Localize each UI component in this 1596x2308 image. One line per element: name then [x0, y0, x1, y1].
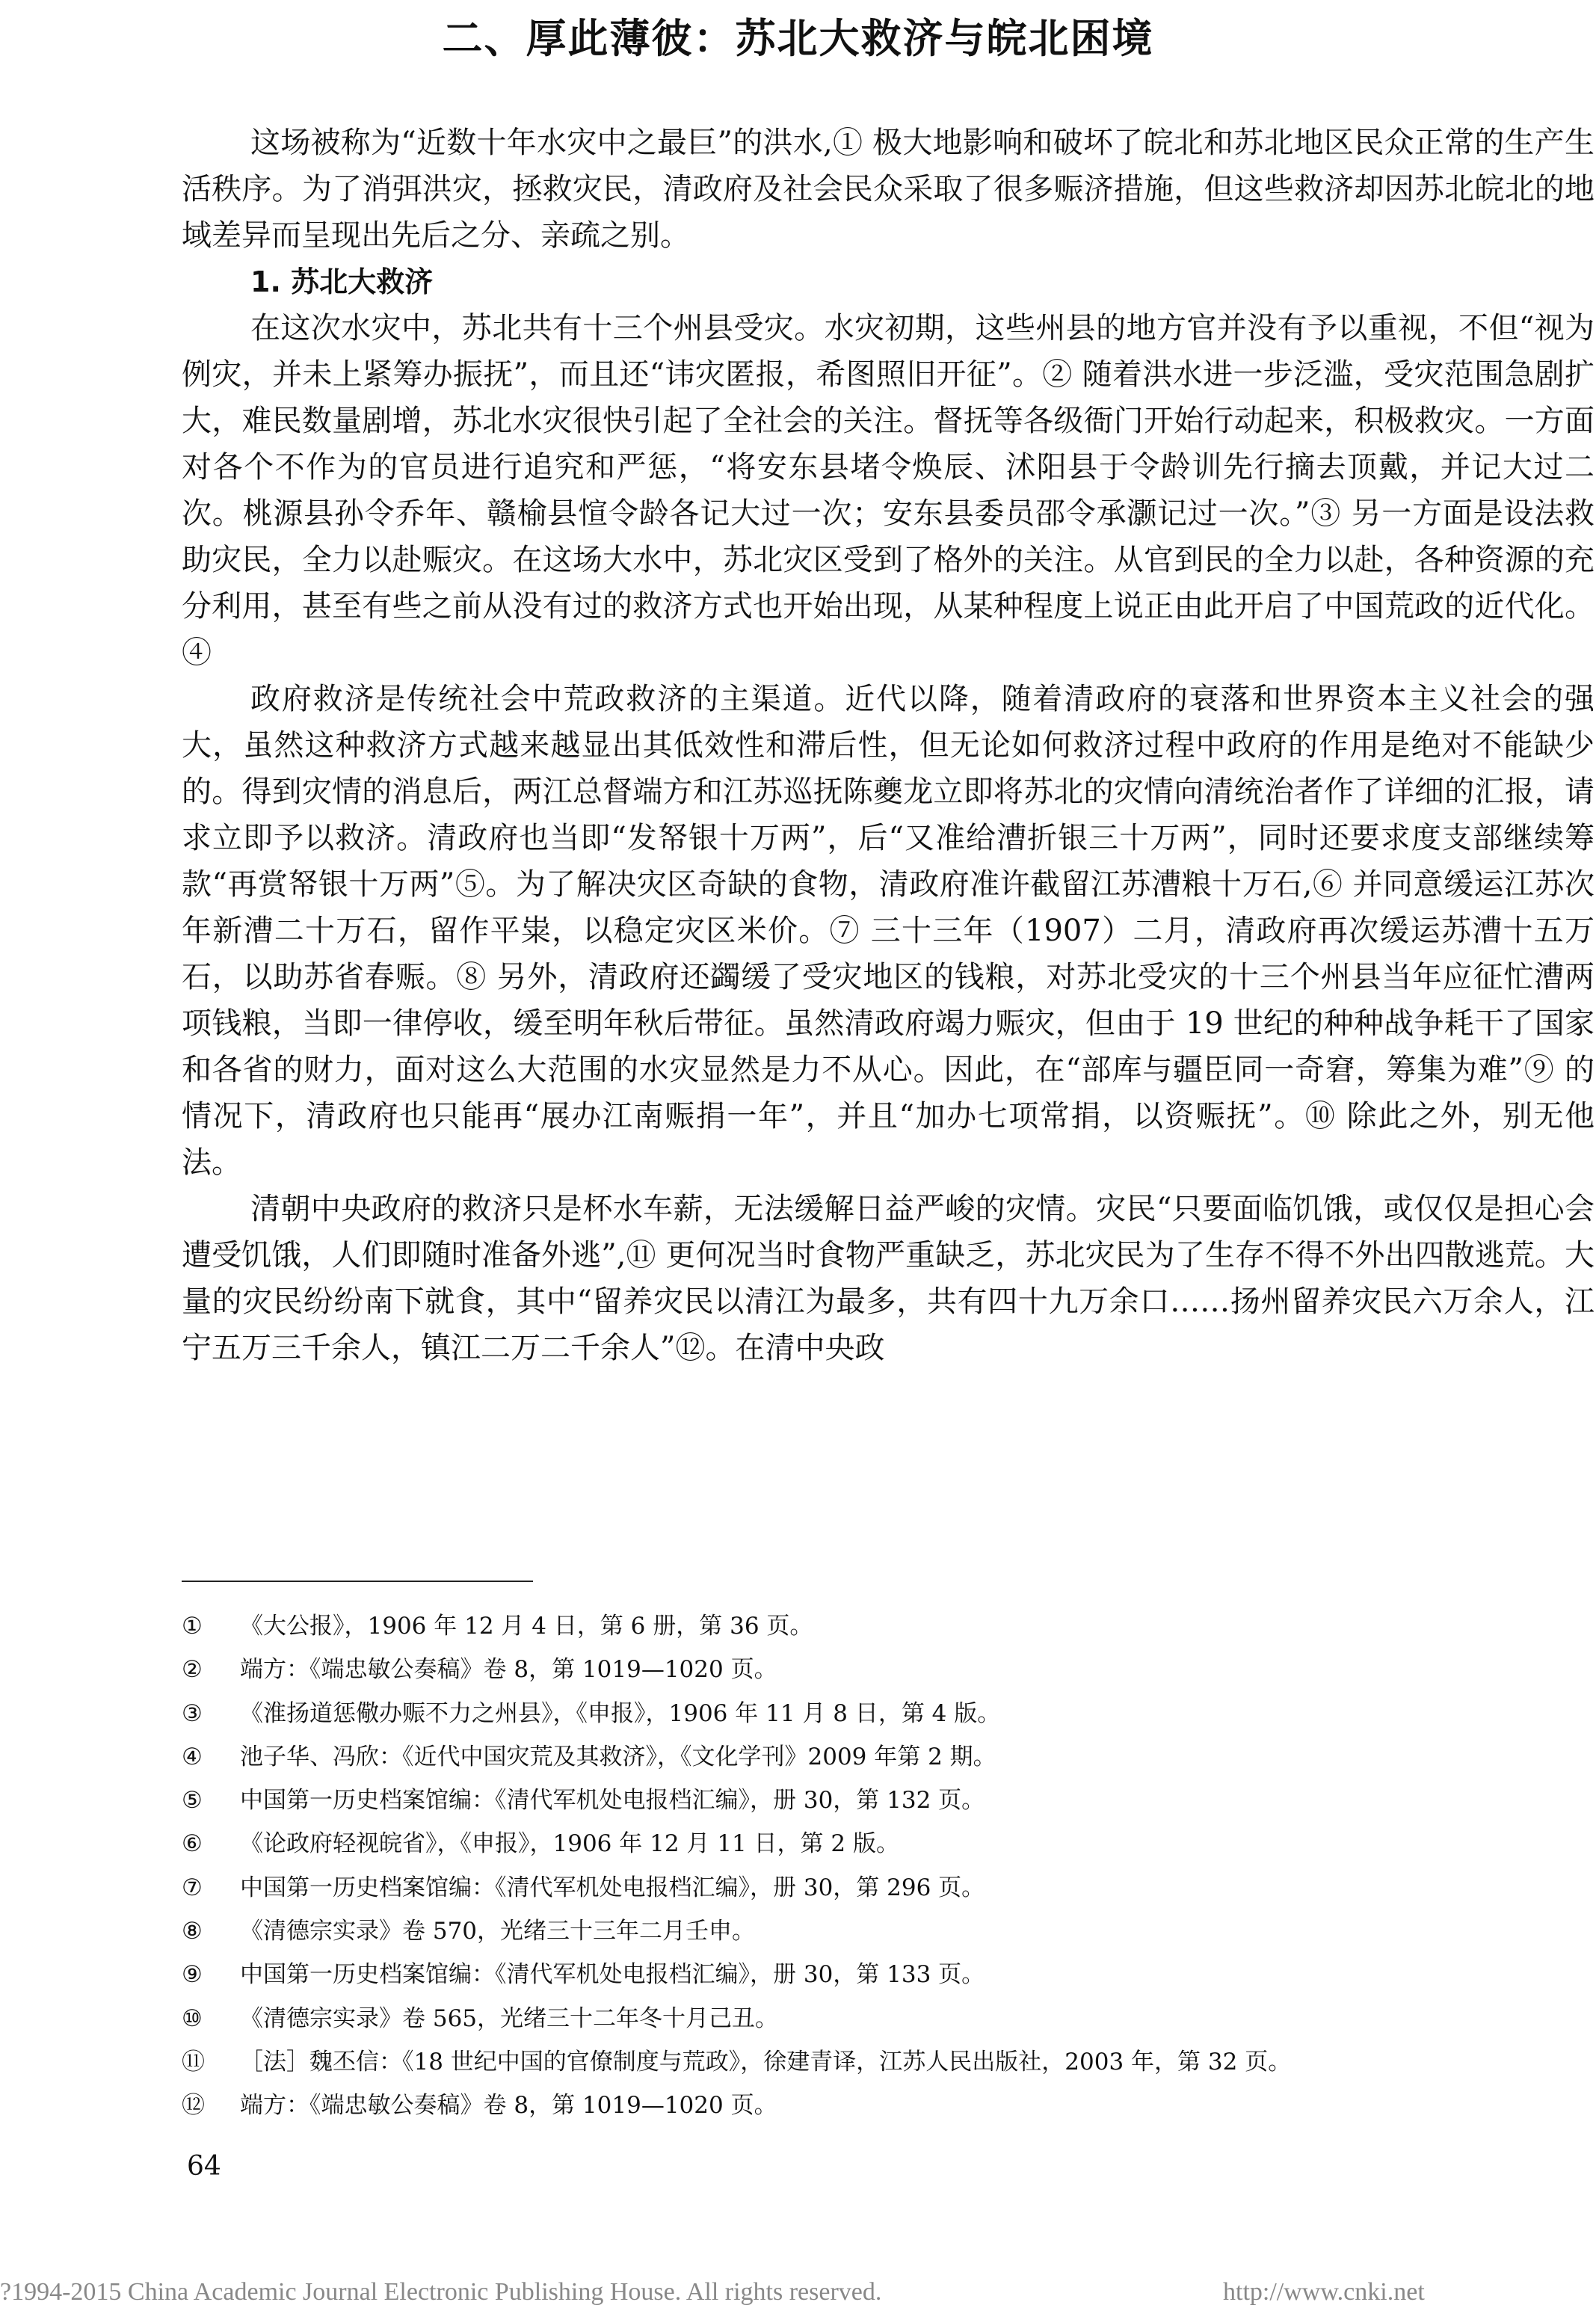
footnote	[182, 1953, 1565, 1996]
footnotes	[182, 1604, 1565, 2128]
footnote	[182, 1910, 1565, 1953]
footnote-mark: ③	[182, 1699, 203, 1727]
footnote	[182, 2040, 1565, 2084]
footnote	[182, 1866, 1565, 1910]
subsection-heading: 1. 苏北大救济	[250, 265, 434, 298]
footnote-mark: ⑩	[182, 2004, 203, 2032]
paragraph-flood: 在这次水灾中，苏北共有十三个州县受灾。水灾初期，这些州县的地方官并没有予以重视，不但“视为例灾，并未上紧筹办振抚”，而且还“讳灾匿报，希图照旧开征”。② 随着洪水进一步泛滥，受灾范围急剧扩大，难民数量剧增，苏北水灾很快引起了全社会的关注。督抚等各级衙门开始行动起来，积极救灾。一方面对各个不作为的官员进行追究和严惩，“将安东县堵令焕辰、沭阳县于令龄训先行摘去顶戴，并记大过二次。桃源县孙令乔年、赣榆县愃令龄各记大过一次；安东县委员邵令承灏记过一次。”③ 另一方面是设法救助灾民，全力以赴赈灾。在这场大水中，苏北灾区受到了格外的关注。从官到民的全力以赴，各种资源的充分利用，甚至有些之前从没有过的救济方式也开始出现，从某种程度上说正由此开启了中国荒政的近代化。④	[182, 311, 1595, 670]
footnote-text: 《论政府轻视皖省》，《申报》，1906 年 12 月 11 日，第 2 版。	[240, 1830, 899, 1858]
footnote-mark: ①	[182, 1613, 203, 1640]
footnote-text: 《清德宗实录》卷 565，光绪三十二年冬十月己丑。	[240, 2004, 779, 2032]
footnote-text: 《淮扬道惩儆办赈不力之州县》，《申报》，1906 年 11 月 8 日，第 4 版。	[240, 1699, 1001, 1727]
paragraph-intro: 这场被称为“近数十年水灾中之最巨”的洪水,① 极大地影响和破坏了皖北和苏北地区民众正常的生产生活秩序。为了消弭洪灾，拯救灾民，清政府及社会民众采取了很多赈济措施，但这些救济却因苏北皖北的地域差异而呈现出先后之分、亲疏之别。	[182, 126, 1595, 253]
footnote-mark: ⑪	[182, 2048, 205, 2075]
footnote-text: 《大公报》，1906 年 12 月 4 日，第 6 册，第 36 页。	[240, 1613, 813, 1640]
footnote-mark: ②	[182, 1656, 203, 1684]
footnote	[182, 1692, 1565, 1735]
paragraph-refugees: 清朝中央政府的救济只是杯水车薪，无法缓解日益严峻的灾情。灾民“只要面临饥饿，或仅仅是担心会遭受饥饿，人们即随时准备外逃”,⑪ 更何况当时食物严重缺乏，苏北灾民为了生存不得不外出四散逃荒。大量的灾民纷纷南下就食，其中“留养灾民以清江为最多，共有四十九万余口……扬州留养灾民六万余人，江宁五万三千余人，镇江二万二千余人”⑫。在清中央政	[182, 1192, 1595, 1365]
footnote	[182, 1779, 1565, 1822]
footnote-text: 端方：《端忠敏公奏稿》卷 8，第 1019—1020 页。	[240, 2092, 777, 2120]
footnote-mark: ⑫	[182, 2092, 205, 2120]
footnote	[182, 1997, 1565, 2040]
footnote-divider	[182, 1581, 533, 1582]
footnote-text: 中国第一历史档案馆编：《清代军机处电报档汇编》，册 30，第 296 页。	[240, 1874, 985, 1901]
footnote-text: 端方：《端忠敏公奏稿》卷 8，第 1019—1020 页。	[240, 1656, 777, 1684]
footnote-text: 中国第一历史档案馆编：《清代军机处电报档汇编》，册 30，第 133 页。	[240, 1961, 985, 1989]
footnote-mark: ④	[182, 1743, 203, 1770]
page-number: 64	[187, 2151, 221, 2182]
section-title: 二、厚此薄彼：苏北大救济与皖北困境	[442, 15, 1154, 62]
footnote	[182, 1735, 1565, 1779]
footnote-text: 池子华、冯欣：《近代中国灾荒及其救济》，《文化学刊》2009 年第 2 期。	[240, 1743, 996, 1770]
footnote-mark: ⑤	[182, 1787, 203, 1815]
footnote-mark: ⑥	[182, 1830, 203, 1858]
copyright-notice: ?1994-2015 China Academic Journal Electronic Publishing House. All rights reserved.	[0, 2278, 882, 2306]
footnote-mark: ⑨	[182, 1961, 203, 1989]
footnote-text: 《清德宗实录》卷 570，光绪三十三年二月壬申。	[240, 1918, 756, 1945]
paragraph-government-relief: 政府救济是传统社会中荒政救济的主渠道。近代以降，随着清政府的衰落和世界资本主义社会的强大，虽然这种救济方式越来越显出其低效性和滞后性，但无论如何救济过程中政府的作用是绝对不能缺少的。得到灾情的消息后，两江总督端方和江苏巡抚陈夔龙立即将苏北的灾情向清统治者作了详细的汇报，请求立即予以救济。清政府也当即“发帑银十万两”，后“又准给漕折银三十万两”，同时还要求度支部继续筹款“再赏帑银十万两”⑤。为了解决灾区奇缺的食物，清政府准许截留江苏漕粮十万石,⑥ 并同意缓运江苏次年新漕二十万石，留作平粜，以稳定灾区米价。⑦ 三十三年（1907）二月，清政府再次缓运苏漕十五万石，以助苏省春赈。⑧ 另外，清政府还蠲缓了受灾地区的钱粮，对苏北受灾的十三个州县当年应征忙漕两项钱粮，当即一律停收，缓至明年秋后带征。虽然清政府竭力赈灾，但由于 19 世纪的种种战争耗干了国家和各省的财力，面对这么大范围的水灾显然是力不从心。因此，在“部库与疆臣同一奇窘，筹集为难”⑨ 的情况下，清政府也只能再“展办江南赈捐一年”，并且“加办七项常捐，以资赈抚”。⑩ 除此之外，别无他法。	[182, 682, 1595, 1180]
body-text	[182, 120, 1595, 1371]
footnote-mark: ⑧	[182, 1918, 203, 1945]
footnote	[182, 2084, 1565, 2127]
footer-url[interactable]: http://www.cnki.net	[1223, 2278, 1425, 2306]
footnote	[182, 1604, 1565, 1648]
footnote	[182, 1822, 1565, 1865]
footnote-text: ［法］魏丕信：《18 世纪中国的官僚制度与荒政》，徐建青译，江苏人民出版社，2003 年，第 32 页。	[240, 2048, 1292, 2075]
footnote-mark: ⑦	[182, 1874, 203, 1901]
footnote-text: 中国第一历史档案馆编：《清代军机处电报档汇编》，册 30，第 132 页。	[240, 1787, 985, 1815]
footnote	[182, 1648, 1565, 1691]
